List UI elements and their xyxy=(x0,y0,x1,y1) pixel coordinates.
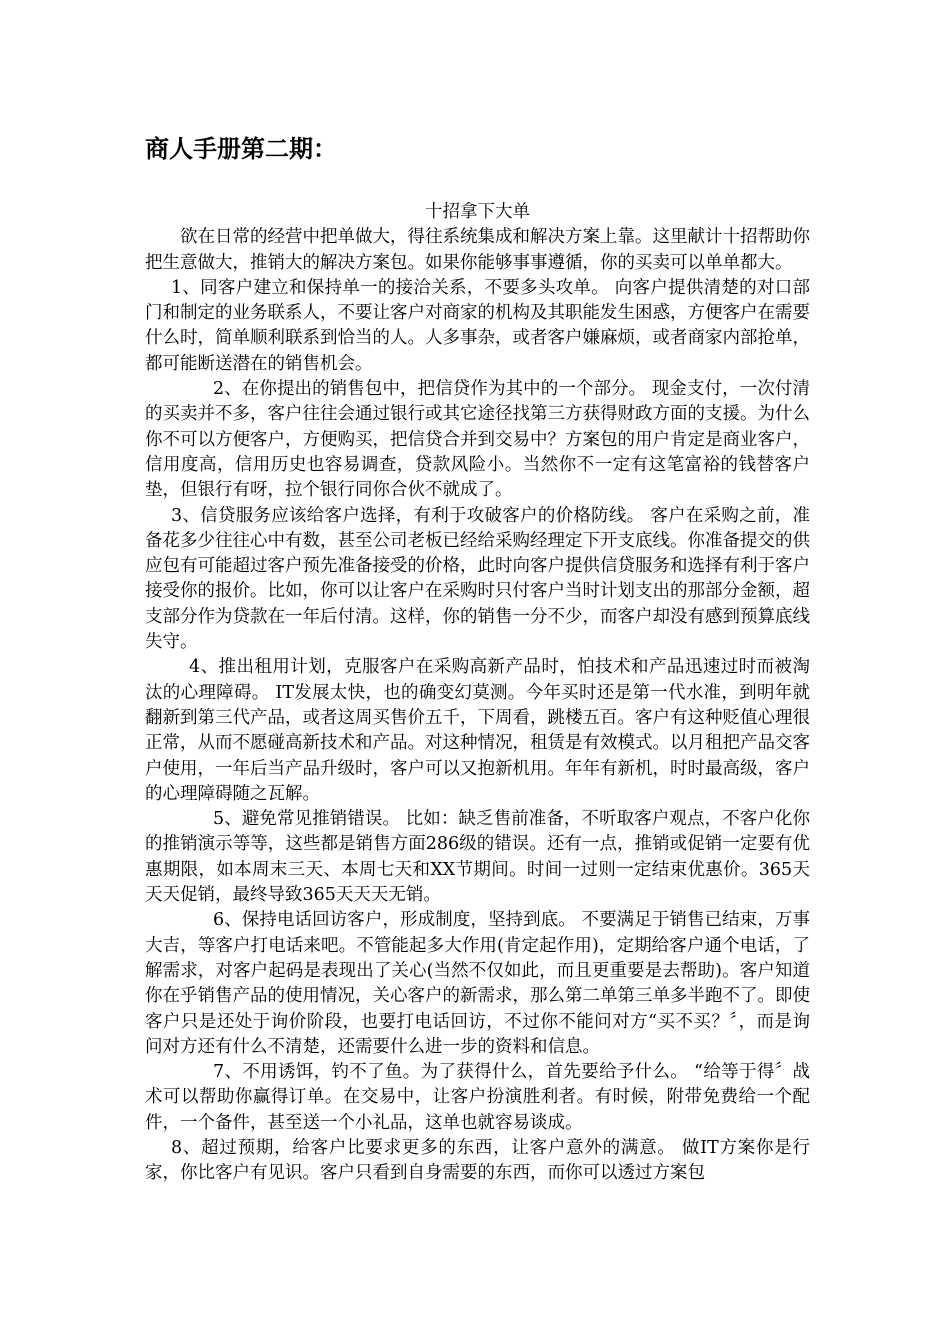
tip-8-paragraph: 8、超过预期，给客户比要求更多的东西，让客户意外的满意。 做IT方案你是行家，你比客户有见识。客户只看到自身需要的东西，而你可以透过方案包 xyxy=(145,1137,810,1184)
document-title: 商人手册第二期： xyxy=(145,135,337,163)
tip-6-paragraph: 6、保持电话回访客户，形成制度，坚持到底。 不要满足于销售已结束，万事大吉，等客户打电话来吧。不管能起多大作用(肯定起作用)，定期给客户通个电话，了解需求，对客户起码是表现出了关心(当然不仅如此，而且更重要是去帮助)。客户知道你在乎销售产品的使用情况，关心客户的新需求，那么第二单第三单多半跑不了。即使客户只是还处于询价阶段，也要打电话回访，不过你不能问对方“买不买？〞，而是询问对方还有什么不清楚，还需要什么进一步的资料和信息。 xyxy=(145,910,810,1057)
tip-4-paragraph: 4、推出租用计划，克服客户在采购高新产品时，怕技术和产品迅速过时而被淘汰的心理障碍。 IT发展太快，也的确变幻莫测。今年买时还是第一代水准，到明年就翻新到第三代产品，或者这周买售价五千，下周看，跳楼五百。客户有这种贬值心理很正常，从而不愿碰高新技术和产品。对这种情况，租赁是有效模式。以月租把产品交客户使用，一年后当产品升级时，客户可以又抱新机用。年年有新机，时时最高级，客户的心理障碍随之瓦解。 xyxy=(145,657,810,804)
tip-3-paragraph: 3、信贷服务应该给客户选择，有利于攻破客户的价格防线。 客户在采购之前，准备花多少往往心中有数，甚至公司老板已经给采购经理定下开支底线。你准备提交的供应包有可能超过客户预先准备接受的价格，此时向客户提供信贷服务和选择有利于客户接受你的报价。比如，你可以让客户在采购时只付客户当时计划支出的那部分金额，超支部分作为贷款在一年后付清。这样，你的销售一分不少，而客户却没有感到预算底线失守。 xyxy=(145,505,810,653)
tip-2-paragraph: 2、在你提出的销售包中，把信贷作为其中的一个部分。 现金支付，一次付清的买卖并不多，客户往往会通过银行或其它途径找第三方获得财政方面的支援。为什么你不可以方便客户，方便购买，把信贷合并到交易中？方案包的用户肯定是商业客户，信用度高，信用历史也容易调查，贷款风险小。当然你不一定有这笔富裕的钱替客户垫，但银行有呀，拉个银行同你合伙不就成了。 xyxy=(145,379,810,501)
document-body xyxy=(145,200,810,1187)
intro-paragraph: 欲在日常的经营中把单做大，得往系统集成和解决方案上靠。这里献计十招帮助你把生意做大，推销大的解决方案包。如果你能够事事遵循，你的买卖可以单单都大。 xyxy=(145,227,810,273)
tip-5-paragraph: 5、避免常见推销错误。 比如：缺乏售前准备，不听取客户观点，不客户化你的推销演示等等，这些都是销售方面286级的错误。还有一点，推销或促销一定要有优惠期限，如本周末三天、本周七天和XX节期间。时间一过则一定结束优惠价。365天天天促销，最终导致365天天天无销。 xyxy=(145,809,810,906)
tip-7-paragraph: 7、不用诱饵，钓不了鱼。为了获得什么，首先要给予什么。 “给等于得〞战术可以帮助你赢得订单。在交易中，让客户扮演胜利者。有时候，附带免费给一个配件，一个备件，甚至送一个小礼品，这单也就容易谈成。 xyxy=(145,1062,810,1133)
tip-1-paragraph: 1、同客户建立和保持单一的接洽关系，不要多头攻单。 向客户提供清楚的对口部门和制定的业务联系人，不要让客户对商家的机构及其职能发生困惑，方便客户在需要什么时，简单顺利联系到恰当的人。人多事杂，或者客户嫌麻烦，或者商家内部抢单，都可能断送潜在的销售机会。 xyxy=(145,277,810,374)
article-subtitle: 十招拿下大单 xyxy=(425,202,530,222)
